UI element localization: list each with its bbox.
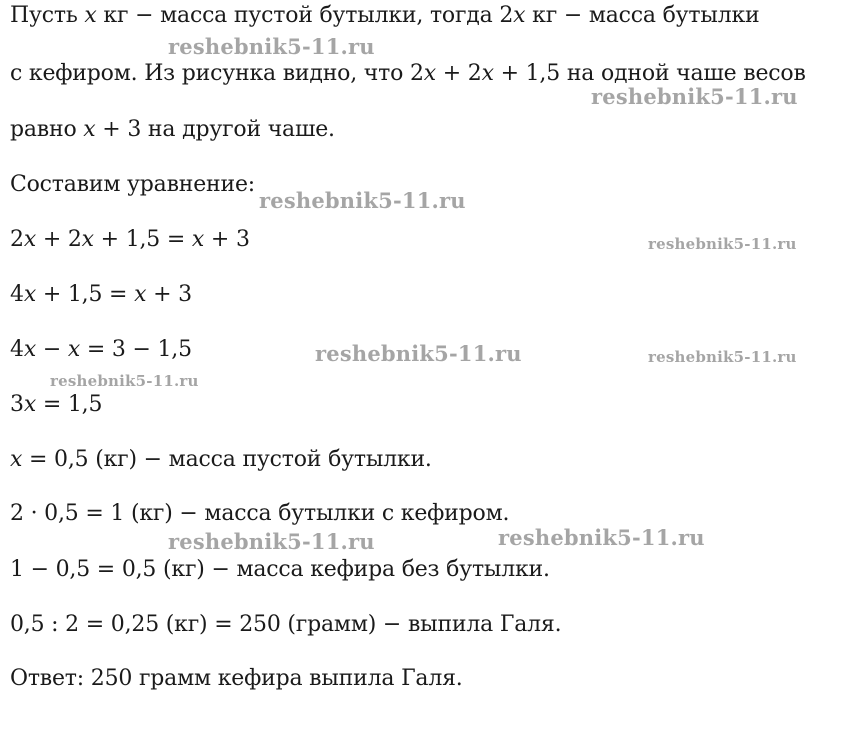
- answer-line: Ответ: 250 грамм кефира выпила Галя.: [10, 666, 463, 691]
- result-line-3: 1 − 0,5 = 0,5 (кг) − масса кефира без бутылки.: [10, 557, 550, 582]
- watermark: reshebnik5-11.ru: [168, 34, 375, 59]
- text-line-3: равно x + 3 на другой чаше.: [10, 117, 335, 142]
- text-line-4: Составим уравнение:: [10, 172, 256, 197]
- watermark: reshebnik5-11.ru: [648, 235, 797, 253]
- result-line-2: 2 · 0,5 = 1 (кг) − масса бутылки с кефиром.: [10, 501, 510, 526]
- watermark: reshebnik5-11.ru: [315, 341, 522, 366]
- result-line-1: x = 0,5 (кг) − масса пустой бутылки.: [10, 447, 432, 472]
- result-line-4: 0,5 : 2 = 0,25 (кг) = 250 (грамм) − выпила Галя.: [10, 612, 562, 637]
- text-line-2: с кефиром. Из рисунка видно, что 2x + 2x + 1,5 на одной чаше весов: [10, 61, 806, 86]
- text-line-1: Пусть x кг − масса пустой бутылки, тогда 2x кг − масса бутылки: [10, 3, 760, 28]
- watermark: reshebnik5-11.ru: [498, 525, 705, 550]
- watermark: reshebnik5-11.ru: [259, 188, 466, 213]
- watermark: reshebnik5-11.ru: [168, 529, 375, 554]
- watermark: reshebnik5-11.ru: [648, 348, 797, 366]
- watermark: reshebnik5-11.ru: [591, 84, 798, 109]
- equation-line-4: 3x = 1,5: [10, 392, 103, 417]
- equation-line-3: 4x − x = 3 − 1,5: [10, 337, 192, 362]
- watermark: reshebnik5-11.ru: [50, 372, 199, 390]
- equation-line-2: 4x + 1,5 = x + 3: [10, 282, 192, 307]
- equation-line-1: 2x + 2x + 1,5 = x + 3: [10, 227, 250, 252]
